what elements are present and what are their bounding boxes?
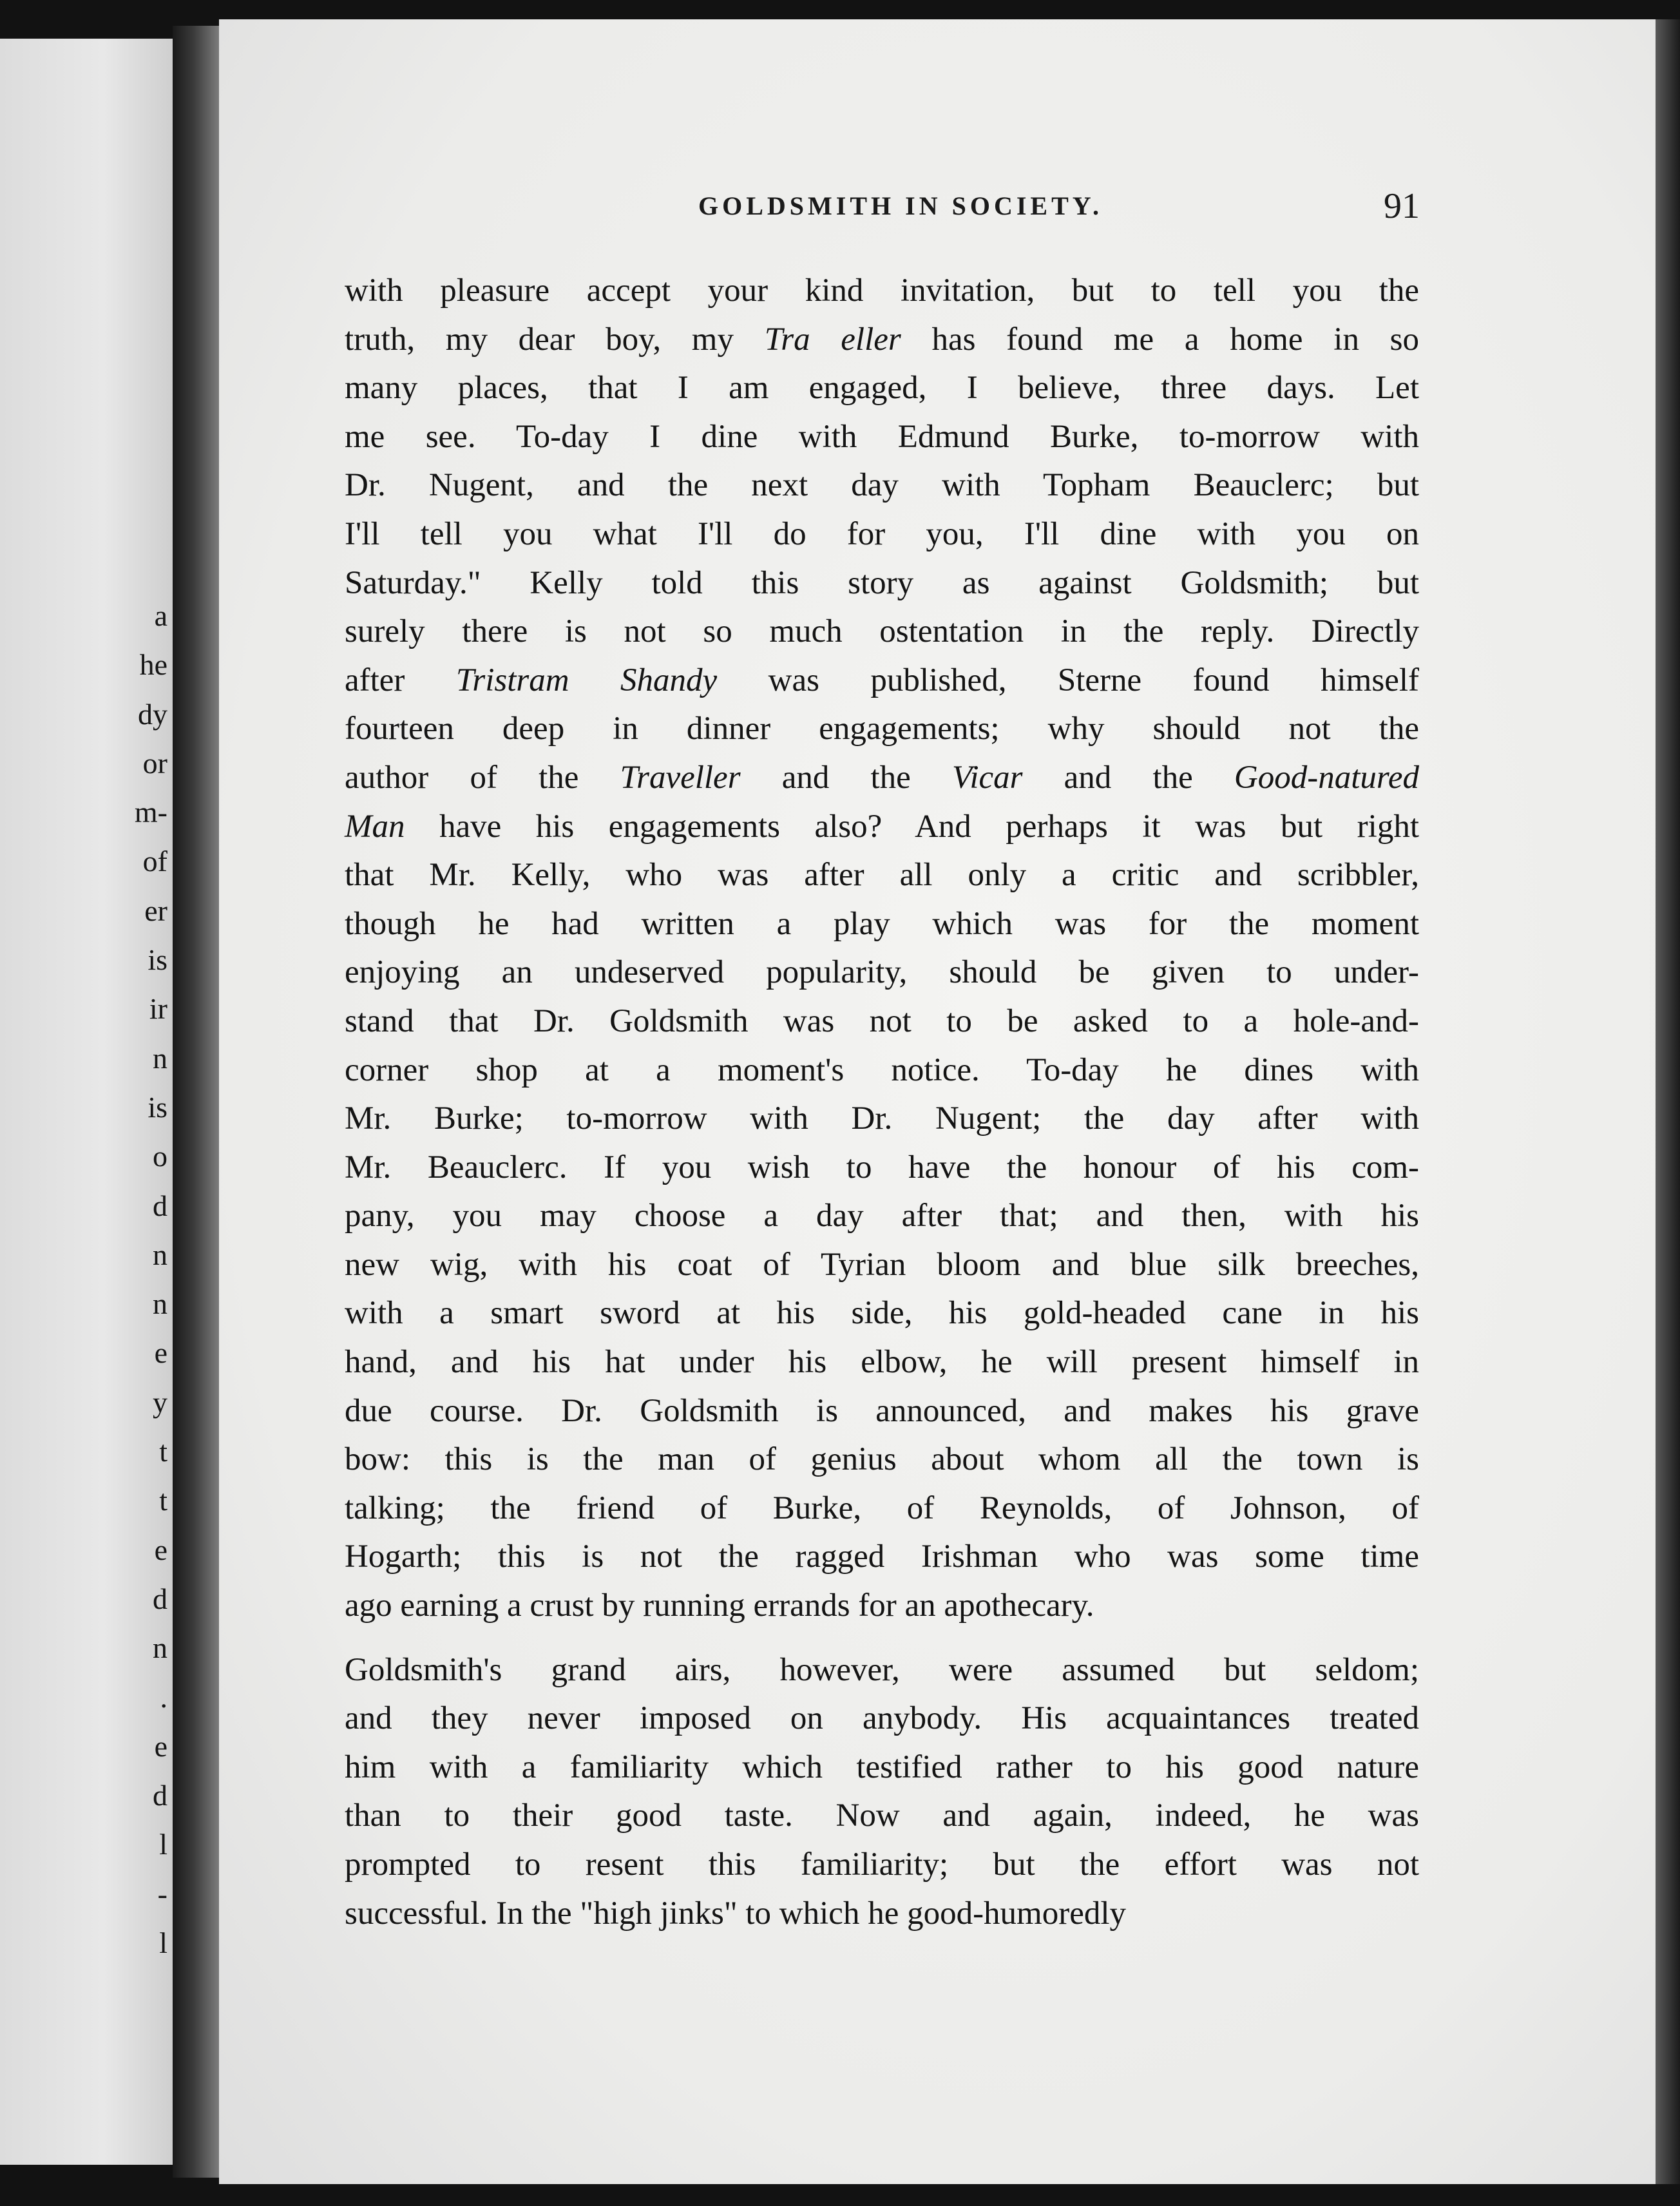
text-line: stand that Dr. Goldsmith was not to be asked to a hole-and- [345,1002,1419,1039]
text-line: me see. To-day I dine with Edmund Burke, to-morrow with [345,418,1419,455]
facing-page-fragment: ir [149,992,167,1026]
facing-page-fragment: t [159,1435,167,1468]
text-line: many places, that I am engaged, I believe, three days. Let [345,370,1419,407]
facing-page-fragment: er [144,894,167,927]
facing-page-fragment: l [159,1828,167,1861]
paragraph-2 [345,1646,1419,1939]
facing-page-fragment: is [148,1090,167,1124]
facing-page-fragment: y [153,1385,167,1419]
facing-page-text-fragments [77,591,167,1968]
text-line: him with a familiarity which testified rather to his good nature [345,1749,1419,1785]
facing-page-edge [0,39,173,2165]
text-line: that Mr. Kelly, who was after all only a critic and scribbler, [345,857,1419,894]
text-line: Saturday." Kelly told this story as against Goldsmith; but [345,564,1419,601]
text-line: truth, my dear boy, my Tra eller has found me a home in so [345,321,1420,358]
text-line: with a smart sword at his side, his gold-headed cane in his [345,1295,1419,1332]
facing-page-fragment: d [153,1189,167,1222]
paragraph-1 [345,267,1419,1631]
text-line: enjoying an undeserved popularity, should be given to under- [345,954,1419,991]
text-line: Hogarth; this is not the ragged Irishman who was some time [345,1539,1419,1575]
text-line: with pleasure accept your kind invitation, but to tell you the [345,273,1419,309]
text-line: though he had written a play which was for the moment [345,905,1419,942]
facing-page-fragment: is [148,943,167,977]
facing-page-fragment: e [154,1336,167,1370]
facing-page-fragment: d [153,1582,167,1615]
text-line: talking; the friend of Burke, of Reynolds, of Johnson, of [345,1490,1419,1526]
facing-page-fragment: or [142,746,167,780]
facing-page-fragment: dy [138,697,167,731]
facing-page-fragment: n [153,1287,167,1321]
text-line: I'll tell you what I'll do for you, I'll dine with you on [345,515,1419,552]
text-line: ago earning a crust by running errands for an apothecary. [345,1587,1094,1624]
facing-page-fragment: m- [134,796,167,829]
page-number: 91 [1384,186,1420,226]
text-line: hand, and his hat under his elbow, he will present himself in [345,1344,1419,1381]
facing-page-fragment: . [160,1680,167,1714]
text-line: Mr. Burke; to-morrow with Dr. Nugent; the day after with [345,1100,1419,1137]
facing-page-fragment: e [154,1533,167,1566]
facing-page-fragment: - [157,1877,167,1910]
facing-page-fragment: t [159,1484,167,1517]
text-line: author of the Traveller and the Vicar and the Good-natured [345,759,1419,796]
facing-page-fragment: n [153,1238,167,1271]
text-line: than to their good taste. Now and again, indeed, he was [345,1798,1419,1834]
facing-page-fragment: l [159,1926,167,1960]
facing-page-fragment: he [139,648,167,682]
text-line: Goldsmith's grand airs, however, were assumed but seldom; [345,1651,1419,1688]
text-line: Mr. Beauclerc. If you wish to have the honour of his com- [345,1149,1419,1185]
facing-page-fragment: n [153,1041,167,1075]
text-line: after Tristram Shandy was published, Sterne found himself [345,662,1419,698]
facing-page-fragment: n [153,1631,167,1665]
page-right-edge [1656,19,1680,2184]
text-line: due course. Dr. Goldsmith is announced, and makes his grave [345,1392,1419,1429]
text-line: bow: this is the man of genius about whom all the town is [345,1441,1419,1478]
text-line: new wig, with his coat of Tyrian bloom and blue silk breeches, [345,1246,1419,1283]
text-line: successful. In the "high jinks" to which he good-humoredly [345,1895,1127,1932]
text-line: Dr. Nugent, and the next day with Topham Beauclerc; but [345,467,1419,504]
text-line: Man have his engagements also? And perhaps it was but right [345,808,1419,845]
facing-page-fragment: e [154,1729,167,1763]
text-line: pany, you may choose a day after that; and then, with his [345,1198,1419,1234]
facing-page-fragment: d [153,1779,167,1812]
text-line: surely there is not so much ostentation in the reply. Directly [345,613,1419,650]
running-head: GOLDSMITH IN SOCIETY. [698,191,1103,220]
text-line: prompted to resent this familiarity; but the effort was not [345,1846,1419,1883]
facing-page-fragment: of [142,845,167,878]
facing-page-fragment: a [154,599,167,632]
facing-page-fragment: o [153,1140,167,1173]
book-gutter [173,26,224,2178]
body-text [345,267,1419,1938]
text-line: corner shop at a moment's notice. To-day he dines with [345,1051,1419,1088]
text-line: and they never imposed on anybody. His acquaintances treated [345,1700,1419,1737]
text-line: fourteen deep in dinner engagements; why should not the [345,711,1419,747]
